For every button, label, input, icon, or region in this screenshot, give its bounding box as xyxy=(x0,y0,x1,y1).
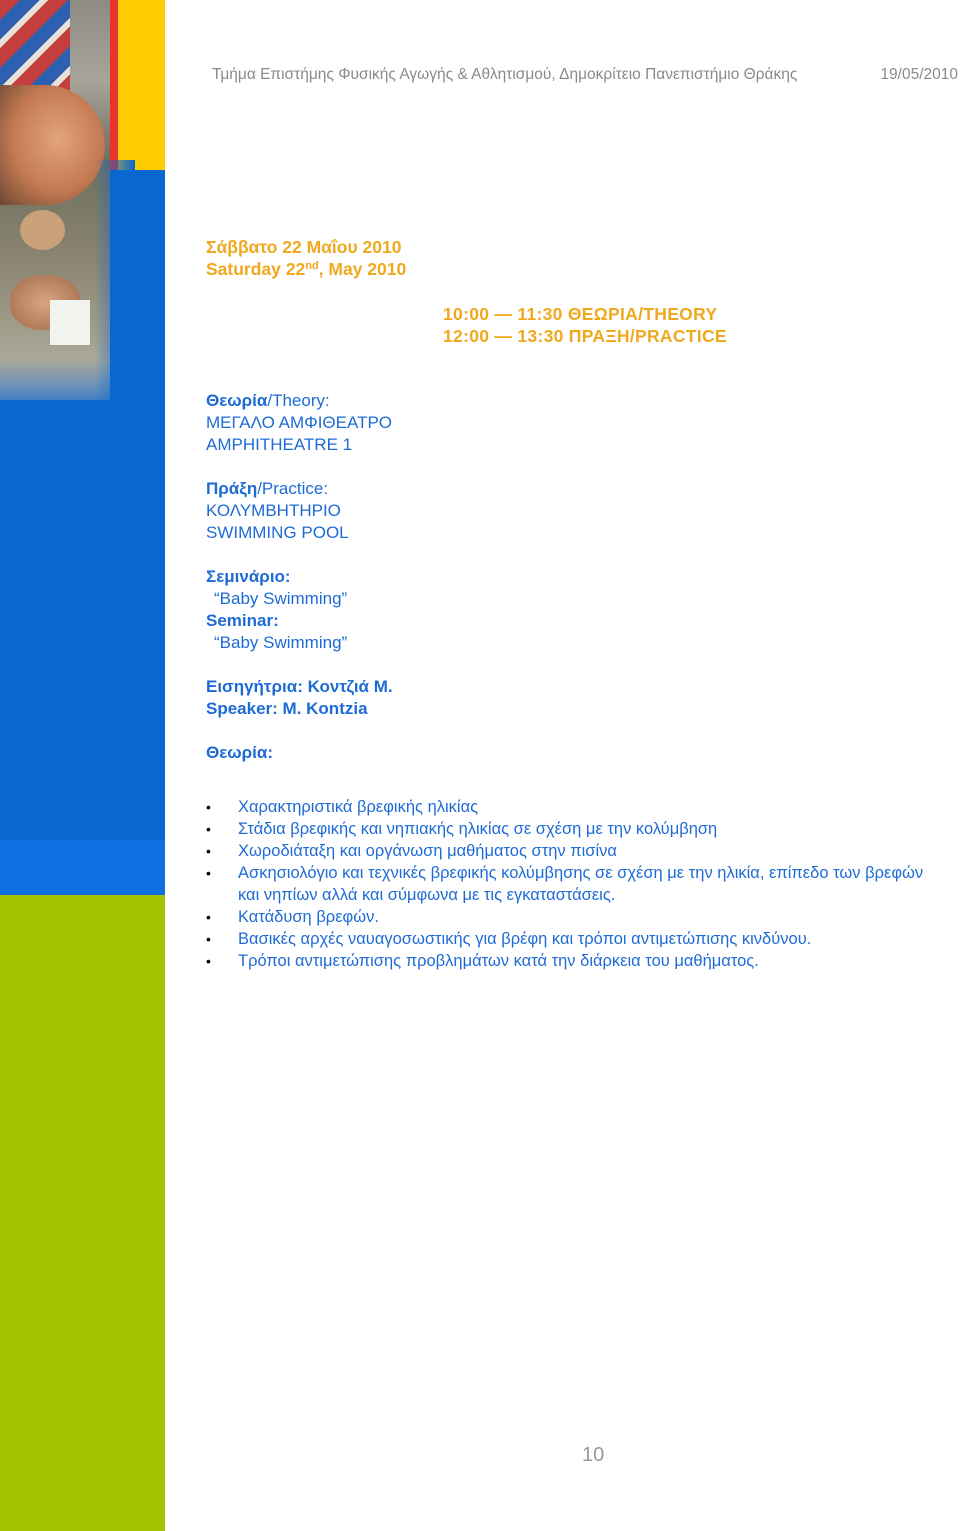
theory-location xyxy=(206,390,392,456)
seminar-title-greek: “Baby Swimming” xyxy=(214,589,348,608)
seminar-label-greek: Σεμινάριο: xyxy=(206,567,291,586)
list-item xyxy=(206,950,946,972)
speaker-block xyxy=(206,676,393,720)
topic-text: Χαρακτηριστικά βρεφικής ηλικίας xyxy=(238,798,479,816)
list-item xyxy=(206,928,946,950)
topics-heading: Θεωρία: xyxy=(206,743,274,762)
list-item xyxy=(206,818,946,840)
day-block xyxy=(206,236,406,280)
day-english-main: Saturday 22 xyxy=(206,259,306,279)
band-blue-stripe-lower xyxy=(0,840,165,900)
list-item xyxy=(206,906,946,928)
topic-text: Κατάδυση βρεφών. xyxy=(238,908,379,926)
practice-label-english: /Practice: xyxy=(257,479,329,498)
theory-location-english: AMPHITHEATRE 1 xyxy=(206,435,353,454)
photo-striped-shirt xyxy=(0,0,70,90)
day-english xyxy=(206,258,406,280)
topic-text: Στάδια βρεφικής και νηπιακής ηλικίας σε σχέση με την κολύμβηση xyxy=(238,820,718,838)
bullet-icon: • xyxy=(206,865,211,881)
practice-label-greek: Πράξη xyxy=(206,479,258,498)
practice-label xyxy=(206,478,349,500)
band-green-stripe xyxy=(0,895,165,1531)
topics-list xyxy=(206,796,946,972)
schedule-practice: 12:00 — 13:30 ΠΡΑΞΗ/PRACTICE xyxy=(443,326,727,346)
practice-location-english: SWIMMING POOL xyxy=(206,523,349,542)
day-greek: Σάββατο 22 Μαΐου 2010 xyxy=(206,237,402,257)
photo-white-shirt xyxy=(50,300,90,345)
schedule-theory: 10:00 — 11:30 ΘΕΩΡΙΑ/THEORY xyxy=(443,304,718,324)
theory-label xyxy=(206,390,392,412)
photo-child-small xyxy=(20,210,65,250)
list-item xyxy=(206,796,946,818)
topic-text: Ασκησιολόγιο και τεχνικές βρεφικής κολύμβησης σε σχέση με την ηλικία, επίπεδο των βρεφών και νηπίων αλλά και σύμφωνα με τις εγκαταστάσεις. xyxy=(238,864,924,904)
practice-location xyxy=(206,478,349,544)
practice-location-greek: ΚΟΛΥΜΒΗΤΗΡΙΟ xyxy=(206,501,341,520)
schedule-block xyxy=(443,303,727,347)
seminar-label-english: Seminar: xyxy=(206,611,279,630)
topic-text: Βασικές αρχές ναυαγοσωστικής για βρέφη και τρόποι αντιμετώπισης κινδύνου. xyxy=(238,930,812,948)
page-number: 10 xyxy=(582,1444,605,1466)
bullet-icon: • xyxy=(206,909,211,925)
seminar-block xyxy=(206,566,347,654)
seminar-title-english: “Baby Swimming” xyxy=(214,633,348,652)
band-yellow-stripe xyxy=(118,0,165,170)
list-item xyxy=(206,862,946,906)
speaker-greek: Εισηγήτρια: Κοντζιά Μ. xyxy=(206,677,393,696)
day-english-rest: , May 2010 xyxy=(318,259,407,279)
bullet-icon: • xyxy=(206,821,211,837)
list-item xyxy=(206,840,946,862)
bullet-icon: • xyxy=(206,843,211,859)
bullet-icon: • xyxy=(206,953,211,969)
header-date: 19/05/2010 xyxy=(880,66,958,83)
speaker-english: Speaker: M. Kontzia xyxy=(206,699,368,718)
theory-label-greek: Θεωρία xyxy=(206,391,268,410)
day-english-suffix: nd xyxy=(305,260,319,272)
photo-fade-bottom xyxy=(0,360,110,420)
theory-location-greek: ΜΕΓΑΛΟ ΑΜΦΙΘΕΑΤΡΟ xyxy=(206,413,393,432)
topic-text: Χωροδιάταξη και οργάνωση μαθήματος στην πισίνα xyxy=(238,842,617,860)
left-decorative-band xyxy=(0,0,165,1531)
header-institution: Τμήμα Επιστήμης Φυσικής Αγωγής & Αθλητισμού, Δημοκρίτειο Πανεπιστήμιο Θράκης xyxy=(212,66,798,83)
theory-label-english: /Theory: xyxy=(267,391,330,410)
topic-text: Τρόποι αντιμετώπισης προβλημάτων κατά την διάρκεια του μαθήματος. xyxy=(238,952,759,970)
bullet-icon: • xyxy=(206,931,211,947)
bullet-icon: • xyxy=(206,799,211,815)
